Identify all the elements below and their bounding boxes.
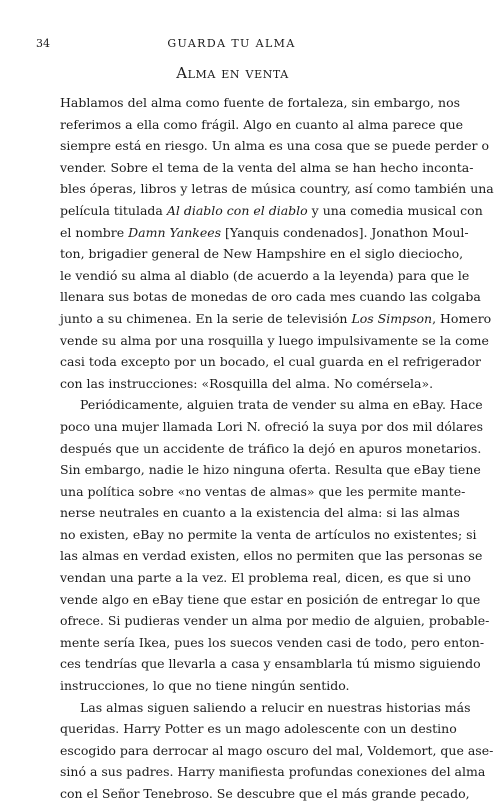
- text-line: [60, 243, 464, 265]
- text-segment: mente sería Ikea, pues los suecos venden casi de todo, pero enton-: [60, 634, 485, 650]
- text-segment: con el Señor Tenebroso. Se descubre que el más grande pecado,: [60, 786, 470, 801]
- page-number: 34: [36, 37, 50, 50]
- text-line: [60, 761, 486, 783]
- text-segment: casi toda excepto por un bocado, el cual guarda en el refrigerador: [60, 354, 482, 370]
- text-line: [60, 416, 484, 438]
- text-segment: Sin embargo, nadie le hizo ninguna oferta. Resulta que eBay tiene: [60, 462, 481, 478]
- text-segment: una política sobre «no ventas de almas» que les permite mante-: [60, 483, 466, 499]
- text-line: [60, 524, 477, 546]
- text-segment: le vendió su alma al diablo (de acuerdo a la leyenda) para que le: [60, 267, 470, 283]
- text-line: [60, 394, 483, 416]
- text-line: [60, 308, 492, 330]
- text-line: [60, 783, 470, 805]
- text-segment: poco una mujer llamada Lori N. ofreció la suya por dos mil dólares: [60, 418, 484, 434]
- text-line: [60, 545, 483, 567]
- text-segment: y una comedia musical con: [307, 202, 483, 218]
- text-segment: Las almas siguen saliendo a relucir en nuestras historias más: [80, 699, 471, 715]
- text-segment: las almas en verdad existen, ellos no permiten que las personas se: [60, 548, 483, 564]
- text-line: [60, 265, 470, 287]
- text-segment: Hablamos del alma como fuente de fortaleza, sin embargo, nos: [60, 95, 461, 110]
- paragraph: [60, 92, 494, 394]
- text-segment: el nombre: [60, 224, 129, 240]
- text-segment: no existen, eBay no permite la venta de artículos no existentes; si: [60, 526, 477, 542]
- text-line: [60, 502, 460, 524]
- text-line: [60, 157, 474, 179]
- text-segment: escogido para derrocar al mago oscuro del mal, Voldemort, que ase-: [60, 742, 494, 758]
- text-segment: ces tendrías que llevarla a casa y ensamblarla tú mismo siguiendo: [60, 656, 481, 672]
- text-line: [60, 740, 494, 762]
- text-line: [60, 178, 494, 200]
- italic-title: Al diablo con el diablo: [166, 202, 308, 218]
- text-segment: después que un accidente de tráfico la dejó en apuros monetarios.: [60, 440, 482, 456]
- text-segment: bles óperas, libros y letras de música country, así como también una: [60, 181, 494, 197]
- text-segment: con las instrucciones: «Rosquilla del alma. No comérsela».: [60, 375, 434, 391]
- text-line: [60, 567, 471, 589]
- text-segment: referimos a ella como frágil. Algo en cuanto al alma parece que: [60, 116, 464, 132]
- body-text: [60, 92, 494, 805]
- text-segment: queridas. Harry Potter es un mago adolescente con un destino: [60, 721, 457, 737]
- page-header: [36, 37, 427, 53]
- text-line: [60, 653, 481, 675]
- text-line: [60, 481, 466, 503]
- text-line: [60, 610, 490, 632]
- text-segment: vende algo en eBay tiene que estar en posición de entregar lo que: [60, 591, 481, 607]
- paragraph: [60, 697, 494, 805]
- italic-title: Los Simpson: [351, 310, 433, 326]
- section-title: Alma en venta: [176, 64, 289, 82]
- text-segment: ofrece. Si pudieras vender un alma por medio de alguien, probable-: [60, 613, 490, 629]
- text-line: [60, 718, 457, 740]
- paragraph: [60, 394, 490, 696]
- text-line: [60, 114, 464, 136]
- text-segment: película titulada: [60, 202, 167, 218]
- text-line: [60, 286, 481, 308]
- text-line: [60, 675, 412, 697]
- running-head: GUARDA TU ALMA: [167, 37, 296, 50]
- text-line: [60, 200, 483, 222]
- text-segment: llenara sus botas de monedas de oro cada mes cuando las colgaba: [60, 289, 481, 305]
- text-segment: , Homero: [432, 310, 492, 326]
- text-segment: siempre está en riesgo. Un alma es una cosa que se puede perder o: [60, 138, 489, 154]
- text-line: [60, 589, 481, 611]
- text-segment: sinó a sus padres. Harry manifiesta profundas conexiones del alma: [60, 764, 486, 780]
- text-line: [60, 438, 482, 460]
- text-line: [60, 632, 485, 654]
- text-segment: vender. Sobre el tema de la venta del alma se han hecho inconta-: [60, 159, 474, 175]
- text-line: [60, 459, 481, 481]
- text-line: [60, 351, 482, 373]
- text-line: [60, 135, 489, 157]
- text-segment: junto a su chimenea. En la serie de televisión: [60, 310, 352, 326]
- text-segment: ton, brigadier general de New Hampshire en el siglo dieciocho,: [60, 246, 464, 262]
- text-segment: vende su alma por una rosquilla y luego impulsivamente se la come: [60, 332, 489, 348]
- text-segment: instrucciones, lo que no tiene ningún sentido.: [60, 678, 350, 694]
- text-line: [60, 373, 434, 395]
- text-line: [60, 697, 471, 719]
- text-line: [60, 92, 461, 114]
- italic-title: Damn Yankees: [128, 224, 222, 240]
- text-line: [60, 222, 469, 244]
- text-line: [60, 330, 489, 352]
- text-segment: Periódicamente, alguien trata de vender su alma en eBay. Hace: [80, 397, 483, 413]
- text-segment: [Yanquis condenados]. Jonathon Moul-: [221, 224, 469, 240]
- text-segment: nerse neutrales en cuanto a la existencia del alma: si las almas: [60, 505, 460, 521]
- text-segment: vendan una parte a la vez. El problema real, dicen, es que si uno: [60, 570, 471, 586]
